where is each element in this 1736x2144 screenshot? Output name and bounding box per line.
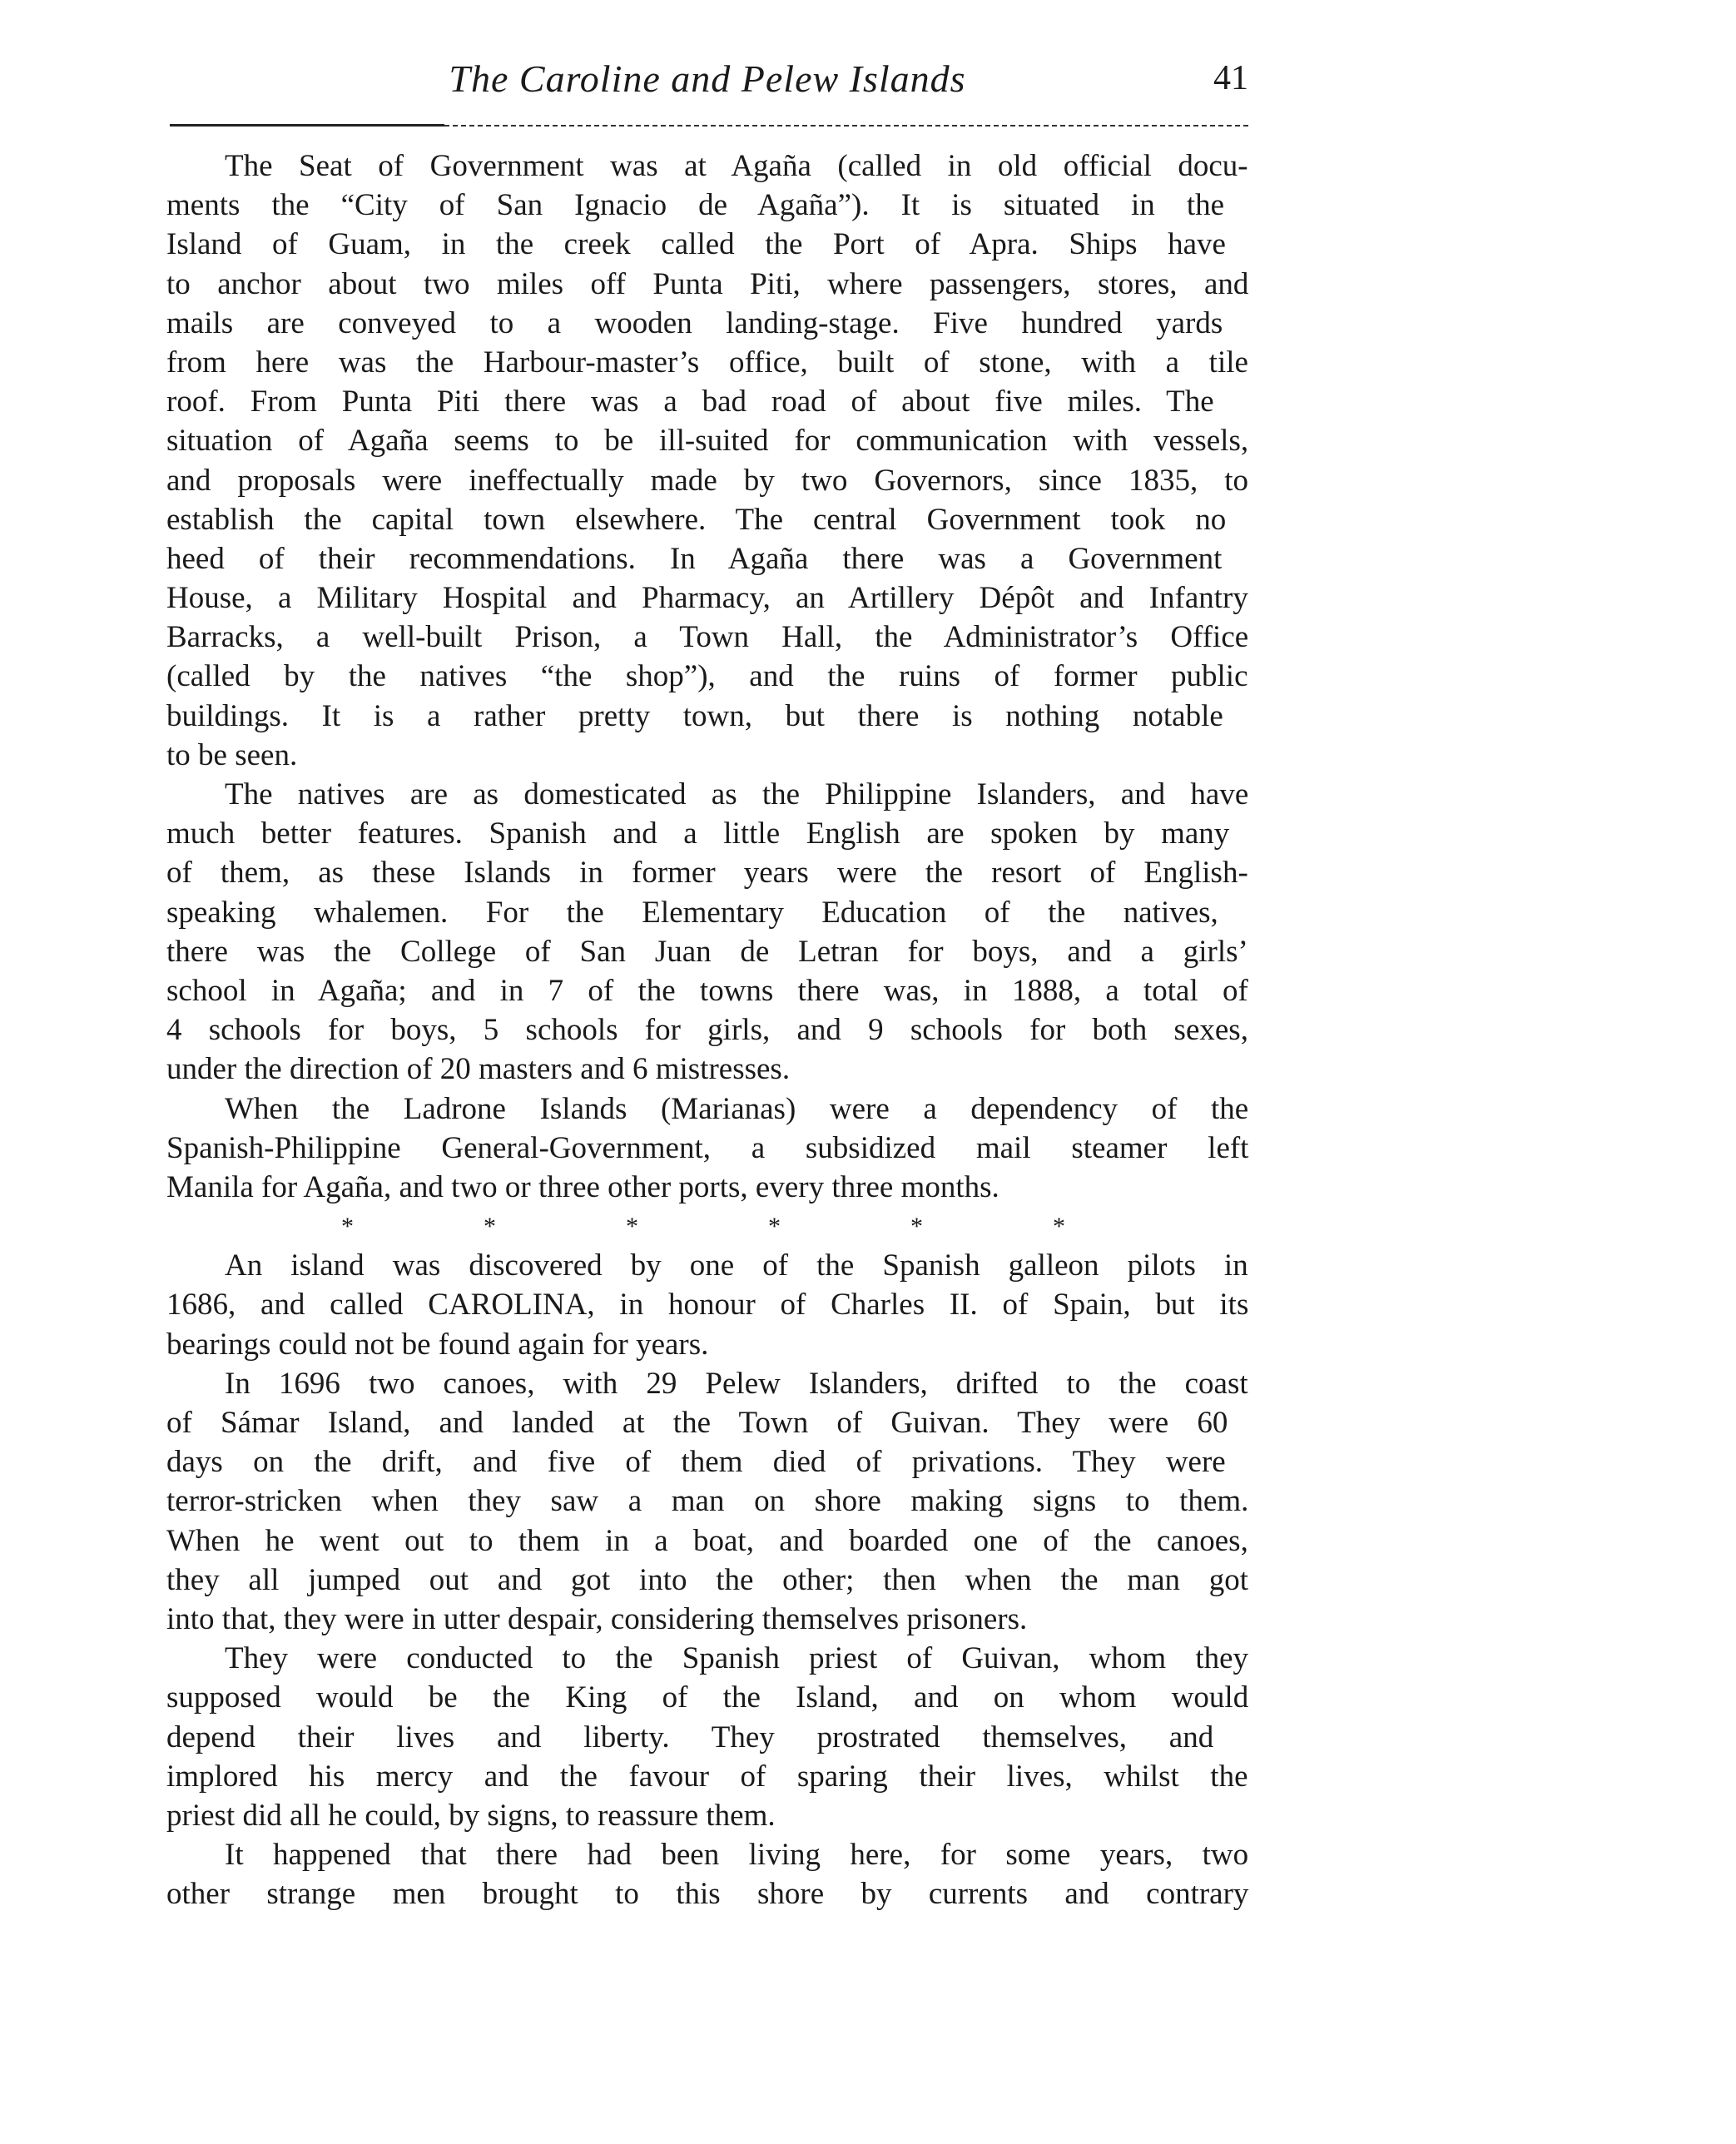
text-line [166,1129,1248,1168]
text-line-content: there was the College of San Juan de Letran for boys, and a girls’ [166,934,1248,969]
text-line-content: supposed would be the King of the Island, and on whom would [166,1680,1249,1715]
asterisk: * [341,1213,354,1241]
text-line-content: ments the “City of San Ignacio de Agaña”). It is situated in the [166,188,1225,223]
text-line [166,1403,1248,1442]
asterisk: * [1053,1213,1065,1241]
text-line-content: (called by the natives “the shop”), and the ruins of former public [166,659,1248,694]
text-line-content: establish the capital town elsewhere. The central Government took no [166,502,1227,537]
text-line-content: They were conducted to the Spanish priest of Guivan, whom they [225,1641,1249,1676]
section-separator [166,1207,1248,1246]
text-line [166,343,1248,382]
text-line [166,461,1248,500]
text-line-content: The Seat of Government was at Agaña (called in old official docu- [225,149,1248,183]
text-line [166,814,1248,853]
text-line [166,539,1248,578]
paragraph [166,1089,1248,1208]
header-rule [170,125,1248,127]
asterisk: * [768,1213,781,1241]
text-line [166,186,1248,225]
text-line-content: of them, as these Islands in former years were the resort of English- [166,856,1248,891]
text-line-content: days on the drift, and five of them died of privations. They were [166,1445,1226,1480]
text-line [166,1639,1248,1678]
text-line-content: In 1696 two canoes, with 29 Pelew Islanders, drifted to the coast [225,1366,1248,1401]
text-line-content: to be seen. [166,737,298,772]
text-line [166,1835,1248,1874]
text-line-content: buildings. It is a rather pretty town, but there is nothing notable [166,698,1223,733]
asterisk: * [626,1213,638,1241]
text-line [166,853,1248,892]
text-line-content: 4 schools for boys, 5 schools for girls, and 9 schools for both sexes, [166,1013,1248,1048]
text-line [166,304,1248,343]
text-line [166,971,1248,1010]
paragraph [166,1639,1248,1835]
text-line-content: It happened that there had been living here, for some years, two [225,1838,1249,1873]
text-line-content: under the direction of 20 masters and 6 mistresses. [166,1052,791,1087]
body-text [166,146,1248,1913]
text-line-content: depend their lives and liberty. They prostrated themselves, and [166,1720,1214,1754]
text-line-content: heed of their recommendations. In Agaña there was a Government [166,541,1223,576]
text-line [166,1718,1248,1757]
text-line-content: much better features. Spanish and a little English are spoken by many [166,816,1230,851]
text-line [166,1050,1248,1089]
text-line [166,1600,1248,1639]
text-line [166,1481,1248,1521]
text-line-content: speaking whalemen. For the Elementary Education of the natives, [166,895,1218,930]
paragraph [166,1246,1248,1364]
text-line-content: roof. From Punta Piti there was a bad road of about five miles. The [166,385,1214,419]
text-line [166,1678,1248,1717]
text-line-content: The natives are as domesticated as the Philippine Islanders, and have [225,777,1249,811]
text-line-content: bearings could not be found again for years. [166,1327,709,1362]
text-line [166,1246,1248,1285]
text-line [166,1561,1248,1600]
paragraph [166,1835,1248,1913]
asterisk: * [910,1213,923,1241]
asterisk: * [484,1213,496,1241]
running-head [166,57,1248,115]
text-line-content: Barracks, a well-built Prison, a Town Hall, the Administrator’s Office [166,620,1249,655]
text-line [166,932,1248,971]
text-line-content: to anchor about two miles off Punta Piti, where passengers, stores, and [166,266,1249,301]
text-line-content: Island of Guam, in the creek called the Port of Apra. Ships have [166,227,1226,262]
text-line [166,1796,1248,1835]
text-line [166,1757,1248,1796]
text-line-content: other strange men brought to this shore by currents and contrary [166,1877,1249,1912]
text-line [166,265,1248,304]
text-line [166,893,1248,932]
text-line-content: implored his mercy and the favour of sparing their lives, whilst the [166,1759,1248,1794]
text-line-content: and proposals were ineffectually made by two Governors, since 1835, to [166,463,1249,498]
text-line [166,225,1248,264]
text-line-content: House, a Military Hospital and Pharmacy, an Artillery Dépôt and Infantry [166,581,1248,616]
page-number: 41 [1213,59,1248,97]
text-line [166,1521,1248,1561]
text-line [166,1325,1248,1364]
text-line [166,1285,1248,1324]
paragraph [166,1364,1248,1639]
text-line-content: terror-stricken when they saw a man on shore making signs to them. [166,1484,1249,1519]
text-line [166,1010,1248,1050]
text-line-content: situation of Agaña seems to be ill-suited for communication with vessels, [166,424,1249,459]
text-line-content: When the Ladrone Islands (Marianas) were a dependency of the [225,1091,1249,1126]
text-line [166,382,1248,421]
text-line-content: Spanish-Philippine General-Government, a subsidized mail steamer left [166,1130,1249,1165]
text-line-content: When he went out to them in a boat, and boarded one of the canoes, [166,1523,1248,1558]
text-line [166,1168,1248,1207]
text-line-content: into that, they were in utter despair, considering themselves prisoners. [166,1601,1028,1636]
text-line [166,775,1248,814]
text-line [166,657,1248,696]
text-line-content: of Sámar Island, and landed at the Town of Guivan. They were 60 [166,1406,1228,1440]
text-line [166,736,1248,775]
text-line-content: from here was the Harbour-master’s office, built of stone, with a tile [166,345,1248,380]
text-line-content: school in Agaña; and in 7 of the towns there was, in 1888, a total of [166,973,1248,1008]
text-line [166,146,1248,186]
running-head-title: The Caroline and Pelew Islands [449,57,966,100]
text-line [166,697,1248,736]
text-line [166,1364,1248,1403]
paragraph [166,775,1248,1089]
text-line [166,578,1248,618]
text-line [166,1874,1248,1913]
text-line-content: mails are conveyed to a wooden landing-stage. Five hundred yards [166,305,1223,340]
text-line [166,500,1248,539]
text-line [166,618,1248,657]
paragraph [166,146,1248,775]
text-line-content: priest did all he could, by signs, to reassure them. [166,1798,776,1833]
text-line-content: 1686, and called CAROLINA, in honour of Charles II. of Spain, but its [166,1288,1249,1323]
text-line-content: An island was discovered by one of the Spanish galleon pilots in [225,1248,1248,1283]
text-line [166,1442,1248,1481]
text-line [166,421,1248,460]
text-line-content: Manila for Agaña, and two or three other ports, every three months. [166,1169,999,1204]
text-line-content: they all jumped out and got into the other; then when the man got [166,1562,1248,1597]
text-line [166,1089,1248,1129]
